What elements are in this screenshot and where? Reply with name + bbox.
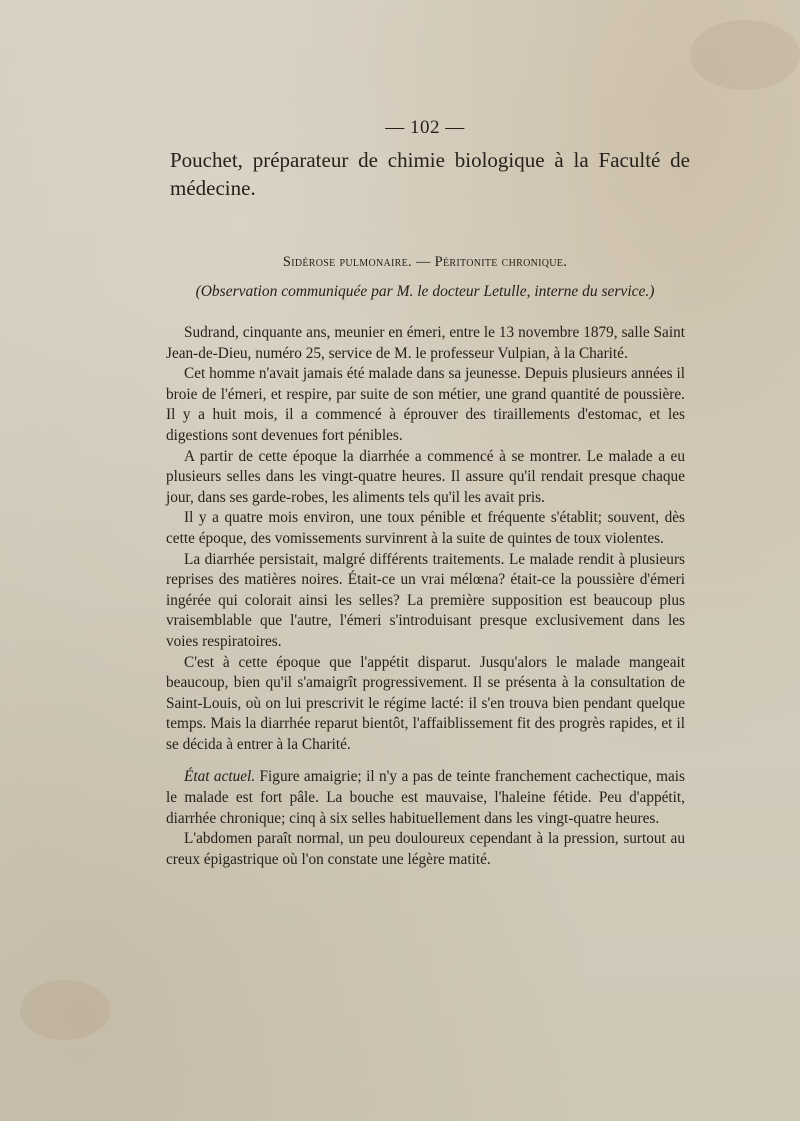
paragraph: Cet homme n'avait jamais été malade dans sa jeunesse. Depuis plusieurs années il broie de l'émeri, et respire, par suite de son métier, une grand quantité de poussière. Il y a huit mois, il a commencé à éprouver des tiraillements d'estomac, et les digestions sont devenues fort pénibles. <box>166 365 685 444</box>
paragraph: L'abdomen paraît normal, un peu douloureux cependant à la pression, surtout au creux épigastrique où l'on constate une légère matité. <box>166 830 685 868</box>
heading-part-1: Sidérose pulmonaire. <box>282 254 412 270</box>
observation-credit: (Observation communiquée par M. le docteur Letulle, interne du service.) <box>195 283 655 300</box>
continued-text: Pouchet, préparateur de chimie biologique à la Faculté de médecine. <box>170 148 690 200</box>
paragraph: La diarrhée persistait, malgré différents traitements. Le malade rendit à plusieurs reprises des matières noires. Était-ce un vrai mélœna? était-ce la poussière d'émeri ingérée qui colorait ainsi les selles? La première supposition est beaucoup plus vraisemblable que l'autre, l'émeri s'introduisant presque exclusivement dans les voies respiratoires. <box>166 550 685 650</box>
heading-separator: — <box>411 254 435 270</box>
paragraph: C'est à cette époque que l'appétit disparut. Jusqu'alors le malade mangeait beaucoup, bien qu'il s'amaigrît progressivement. Il se présenta à la consultation de Saint-Louis, où on lui prescrivit le régime lacté: il s'en trouva bien pendant quelque temps. Mais la diarrhée reparut bientôt, l'affaiblissement fit des progrès rapides, et il se décida à entrer à la Charité. <box>166 653 685 753</box>
section-heading <box>0 254 800 271</box>
paper-stain <box>690 20 800 90</box>
paper-stain <box>20 980 110 1040</box>
heading-part-2: Péritonite chronique. <box>434 254 568 270</box>
paragraph: A partir de cette époque la diarrhée a commencé à se montrer. Le malade a eu plusieurs selles dans les vingt-quatre heures. Il assure qu'il rendait presque chaque jour, dans ses garde-robes, les aliments tels qu'il les avait pris. <box>166 447 685 506</box>
page-number: — 102 — <box>385 117 465 138</box>
etat-actuel-text: Figure amaigrie; il n'y a pas de teinte franchement cachectique, mais le malade est fort pâle. La bouche est mauvaise, l'haleine fétide. Peu d'appétit, diarrhée chronique; cinq à six selles habituellement dans les vingt-quatre heures. <box>166 768 685 827</box>
paragraph: Sudrand, cinquante ans, meunier en émeri, entre le 13 novembre 1879, salle Saint Jean-de-Dieu, numéro 25, service de M. le professeur Vulpian, à la Charité. <box>166 324 685 362</box>
paragraph: Il y a quatre mois environ, une toux pénible et fréquente s'établit; souvent, dès cette époque, des vomissements survinrent à la suite de quintes de toux violentes. <box>166 509 685 547</box>
paragraph-etat-actuel <box>166 767 685 829</box>
body-text <box>166 323 685 870</box>
etat-actuel-lead: État actuel. <box>184 768 256 786</box>
